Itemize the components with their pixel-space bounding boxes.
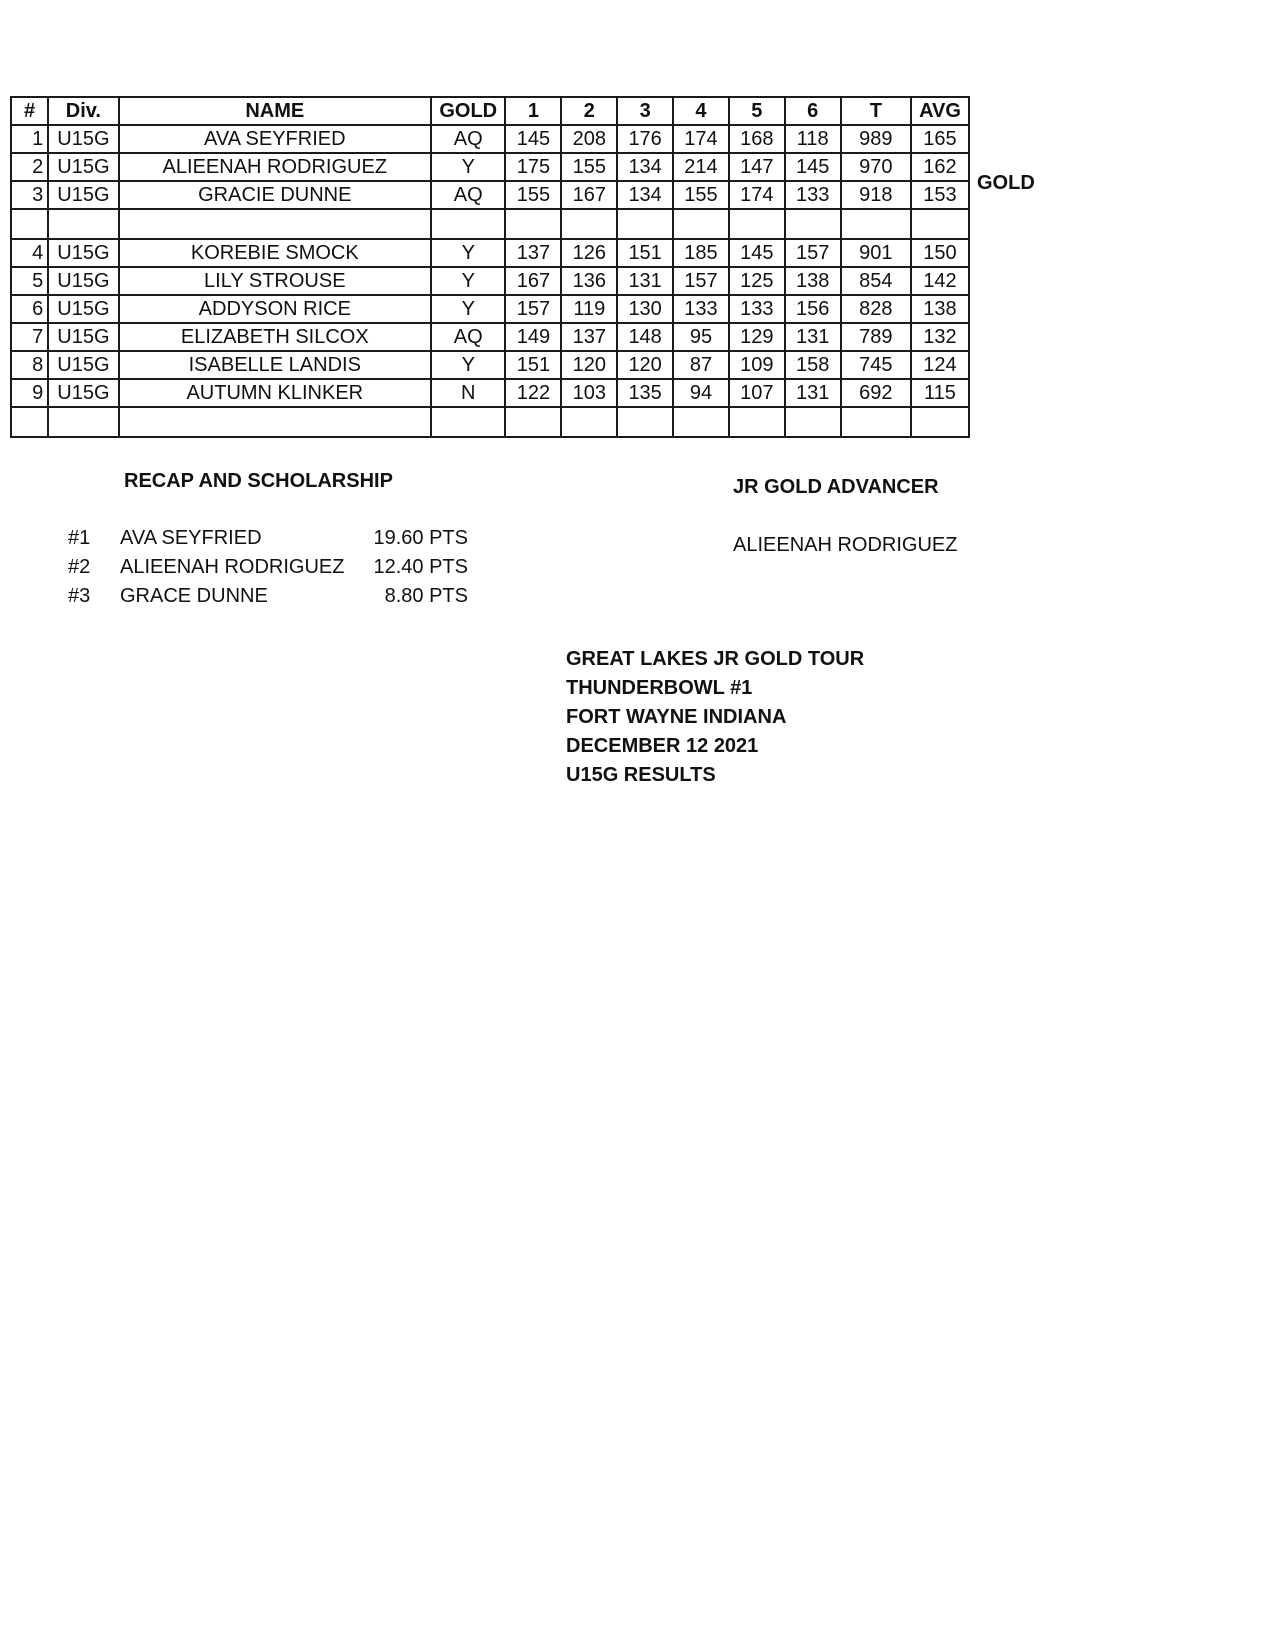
rank-cell: 8 [11, 351, 48, 379]
division-cell: U15G [48, 181, 118, 209]
table-row [11, 125, 969, 153]
header-rank: # [11, 97, 48, 125]
game-3-cell: 151 [617, 239, 673, 267]
total-cell: 789 [841, 323, 911, 351]
division-cell: U15G [48, 267, 118, 295]
game-4-cell: 133 [673, 295, 729, 323]
gold-cell: Y [431, 267, 505, 295]
total-cell: 745 [841, 351, 911, 379]
gold-cell: Y [431, 153, 505, 181]
name-cell: ADDYSON RICE [119, 295, 431, 323]
recap-name: AVA SEYFRIED [120, 527, 262, 549]
game-6-cell: 145 [785, 153, 841, 181]
event-date: DECEMBER 12 2021 [566, 735, 759, 757]
recap-name: GRACE DUNNE [120, 585, 268, 607]
average-cell: 124 [911, 351, 969, 379]
game-5-cell: 145 [729, 239, 785, 267]
list-item [68, 527, 468, 556]
header-game-5: 5 [729, 97, 785, 125]
game-5-cell: 125 [729, 267, 785, 295]
average-cell: 132 [911, 323, 969, 351]
division-cell: U15G [48, 239, 118, 267]
header-game-3: 3 [617, 97, 673, 125]
recap-rank: #2 [68, 556, 91, 578]
gold-side-note: GOLD [977, 172, 1035, 194]
name-cell: LILY STROUSE [119, 267, 431, 295]
game-6-cell: 133 [785, 181, 841, 209]
gold-cell: Y [431, 239, 505, 267]
game-3-cell: 131 [617, 267, 673, 295]
division-cell: U15G [48, 153, 118, 181]
game-2-cell: 167 [561, 181, 617, 209]
game-6-cell: 138 [785, 267, 841, 295]
division-cell: U15G [48, 323, 118, 351]
game-4-cell: 185 [673, 239, 729, 267]
table-row [11, 181, 969, 209]
rank-cell: 1 [11, 125, 48, 153]
table-row [11, 379, 969, 407]
game-6-cell: 131 [785, 379, 841, 407]
rank-cell: 7 [11, 323, 48, 351]
event-info [566, 645, 864, 790]
game-4-cell: 174 [673, 125, 729, 153]
average-cell: 142 [911, 267, 969, 295]
recap-points: 19.60 PTS [373, 527, 468, 549]
division-cell: U15G [48, 351, 118, 379]
gold-cell: Y [431, 295, 505, 323]
header-average: AVG [911, 97, 969, 125]
rank-cell: 3 [11, 181, 48, 209]
total-cell: 692 [841, 379, 911, 407]
game-6-cell: 118 [785, 125, 841, 153]
header-gold: GOLD [431, 97, 505, 125]
game-2-cell: 137 [561, 323, 617, 351]
header-total: T [841, 97, 911, 125]
game-6-cell: 157 [785, 239, 841, 267]
average-cell: 162 [911, 153, 969, 181]
gold-cell: Y [431, 351, 505, 379]
table-row [11, 295, 969, 323]
game-4-cell: 214 [673, 153, 729, 181]
game-6-cell: 131 [785, 323, 841, 351]
average-cell: 150 [911, 239, 969, 267]
empty-row [11, 407, 969, 437]
division-cell: U15G [48, 295, 118, 323]
recap-title: RECAP AND SCHOLARSHIP [124, 470, 393, 492]
table-row [11, 323, 969, 351]
rank-cell: 9 [11, 379, 48, 407]
game-2-cell: 136 [561, 267, 617, 295]
average-cell: 153 [911, 181, 969, 209]
game-6-cell: 156 [785, 295, 841, 323]
name-cell: GRACIE DUNNE [119, 181, 431, 209]
gold-cell: AQ [431, 181, 505, 209]
total-cell: 970 [841, 153, 911, 181]
total-cell: 918 [841, 181, 911, 209]
game-1-cell: 137 [505, 239, 561, 267]
game-1-cell: 145 [505, 125, 561, 153]
division-cell: U15G [48, 379, 118, 407]
game-3-cell: 135 [617, 379, 673, 407]
recap-rank: #3 [68, 585, 91, 607]
game-5-cell: 109 [729, 351, 785, 379]
game-4-cell: 95 [673, 323, 729, 351]
game-2-cell: 119 [561, 295, 617, 323]
game-3-cell: 134 [617, 181, 673, 209]
game-1-cell: 167 [505, 267, 561, 295]
game-4-cell: 94 [673, 379, 729, 407]
total-cell: 828 [841, 295, 911, 323]
game-4-cell: 157 [673, 267, 729, 295]
game-4-cell: 87 [673, 351, 729, 379]
name-cell: ISABELLE LANDIS [119, 351, 431, 379]
rank-cell: 6 [11, 295, 48, 323]
advancer-title: JR GOLD ADVANCER [733, 476, 939, 498]
gold-cell: N [431, 379, 505, 407]
header-game-2: 2 [561, 97, 617, 125]
game-5-cell: 147 [729, 153, 785, 181]
game-5-cell: 168 [729, 125, 785, 153]
recap-points: 8.80 PTS [384, 585, 468, 607]
header-game-1: 1 [505, 97, 561, 125]
game-2-cell: 155 [561, 153, 617, 181]
game-3-cell: 130 [617, 295, 673, 323]
table-row [11, 267, 969, 295]
game-5-cell: 107 [729, 379, 785, 407]
table-row [11, 239, 969, 267]
header-name: NAME [119, 97, 431, 125]
game-3-cell: 148 [617, 323, 673, 351]
name-cell: ALIEENAH RODRIGUEZ [119, 153, 431, 181]
total-cell: 989 [841, 125, 911, 153]
game-6-cell: 158 [785, 351, 841, 379]
gold-cell: AQ [431, 125, 505, 153]
event-tournament: THUNDERBOWL #1 [566, 677, 753, 699]
game-1-cell: 151 [505, 351, 561, 379]
game-2-cell: 103 [561, 379, 617, 407]
header-game-6: 6 [785, 97, 841, 125]
game-2-cell: 208 [561, 125, 617, 153]
event-results-label: U15G RESULTS [566, 764, 716, 786]
table-row [11, 351, 969, 379]
game-5-cell: 174 [729, 181, 785, 209]
rank-cell: 5 [11, 267, 48, 295]
rank-cell: 4 [11, 239, 48, 267]
header-row [11, 97, 969, 125]
event-location: FORT WAYNE INDIANA [566, 706, 787, 728]
name-cell: ELIZABETH SILCOX [119, 323, 431, 351]
game-5-cell: 129 [729, 323, 785, 351]
header-division: Div. [48, 97, 118, 125]
recap-list [68, 527, 468, 614]
recap-points: 12.40 PTS [373, 556, 468, 578]
empty-row [11, 209, 969, 239]
game-1-cell: 122 [505, 379, 561, 407]
game-1-cell: 175 [505, 153, 561, 181]
name-cell: KOREBIE SMOCK [119, 239, 431, 267]
game-3-cell: 134 [617, 153, 673, 181]
game-1-cell: 157 [505, 295, 561, 323]
name-cell: AVA SEYFRIED [119, 125, 431, 153]
total-cell: 854 [841, 267, 911, 295]
game-1-cell: 149 [505, 323, 561, 351]
game-1-cell: 155 [505, 181, 561, 209]
list-item [68, 585, 468, 614]
game-2-cell: 120 [561, 351, 617, 379]
division-cell: U15G [48, 125, 118, 153]
total-cell: 901 [841, 239, 911, 267]
results-table [10, 96, 970, 438]
advancer-name: ALIEENAH RODRIGUEZ [733, 534, 958, 556]
game-4-cell: 155 [673, 181, 729, 209]
recap-name: ALIEENAH RODRIGUEZ [120, 556, 345, 578]
rank-cell: 2 [11, 153, 48, 181]
game-3-cell: 120 [617, 351, 673, 379]
header-game-4: 4 [673, 97, 729, 125]
list-item [68, 556, 468, 585]
event-tour-name: GREAT LAKES JR GOLD TOUR [566, 648, 865, 670]
table-row [11, 153, 969, 181]
name-cell: AUTUMN KLINKER [119, 379, 431, 407]
average-cell: 165 [911, 125, 969, 153]
gold-cell: AQ [431, 323, 505, 351]
game-2-cell: 126 [561, 239, 617, 267]
average-cell: 138 [911, 295, 969, 323]
game-5-cell: 133 [729, 295, 785, 323]
game-3-cell: 176 [617, 125, 673, 153]
recap-rank: #1 [68, 527, 91, 549]
average-cell: 115 [911, 379, 969, 407]
